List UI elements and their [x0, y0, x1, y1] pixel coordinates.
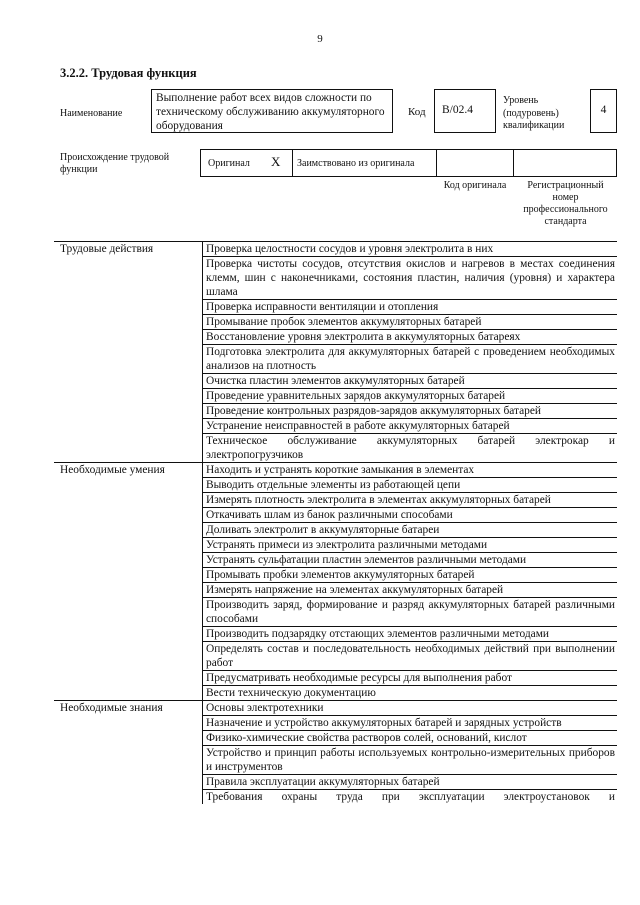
uroven-value-box	[590, 89, 617, 133]
list-item: Основы электротехники	[203, 701, 618, 716]
origin-divider	[292, 149, 293, 177]
kod-label: Код	[408, 106, 426, 118]
list-item: Проведение контрольных разрядов-зарядов аккумуляторных батарей	[203, 404, 618, 419]
list-item: Проверка чистоты сосудов, отсутствия окислов и нагревов в местах соединения клемм, шин с наконечниками, состояния пластин, наличия (уровня) и характера шлама	[203, 257, 618, 300]
list-item: Выводить отдельные элементы из работающей цепи	[203, 478, 618, 493]
list-item: Измерять плотность электролита в элементах аккумуляторных батарей	[203, 493, 618, 508]
list-item: Устранение неисправностей в работе аккумуляторных батарей	[203, 419, 618, 434]
list-item: Промывать пробки элементов аккумуляторных батарей	[203, 568, 618, 583]
list-item-text: Требования охраны труда при эксплуатации электроустановок и	[206, 791, 615, 803]
list-item: Проведение уравнительных зарядов аккумуляторных батарей	[203, 389, 618, 404]
list-item: Промывание пробок элементов аккумуляторных батарей	[203, 315, 618, 330]
origin-divider	[436, 149, 437, 177]
list-item: Определять состав и последовательность необходимых действий при выполнении работ	[203, 642, 618, 671]
naimenovanie-label: Наименование	[60, 108, 123, 119]
list-item: Вести техническую документацию	[203, 686, 618, 701]
list-item: Предусматривать необходимые ресурсы для выполнения работ	[203, 671, 618, 686]
list-item: Подготовка электролита для аккумуляторных батарей с проведением необходимых анализов на плотность	[203, 345, 618, 374]
origin-label: Происхождение трудовой функции	[60, 152, 170, 175]
list-item: Правила эксплуатации аккумуляторных батарей	[203, 775, 618, 790]
list-item: Находить и устранять короткие замыкания в элементах	[203, 463, 618, 478]
section-title: Необходимые умения	[54, 463, 203, 701]
list-item: Откачивать шлам из банок различными способами	[203, 508, 618, 523]
list-item: Измерять напряжение на элементах аккумуляторных батарей	[203, 583, 618, 598]
table-row	[54, 701, 617, 716]
section-title: Трудовые действия	[54, 242, 203, 463]
original-mark: X	[271, 154, 281, 169]
list-item	[203, 790, 618, 805]
page-number: 9	[317, 33, 323, 45]
section-heading: 3.2.2. Трудовая функция	[60, 66, 197, 80]
list-item: Физико-химические свойства растворов солей, оснований, кислот	[203, 731, 618, 746]
list-item: Проверка целостности сосудов и уровня электролита в них	[203, 242, 618, 257]
list-item: Производить подзарядку отстающих элементов различными методами	[203, 627, 618, 642]
list-item: Доливать электролит в аккумуляторные батареи	[203, 523, 618, 538]
function-name-box	[151, 89, 393, 133]
section-title: Необходимые знания	[60, 702, 163, 714]
origin-divider	[513, 149, 514, 177]
uroven-value: 4	[600, 104, 607, 116]
list-item: Восстановление уровня электролита в аккумуляторных батареях	[203, 330, 618, 345]
list-item: Производить заряд, формирование и разряд аккумуляторных батарей различными способами	[203, 598, 618, 627]
kod-originala-label: Код оригинала	[443, 180, 507, 191]
kod-value: B/02.4	[442, 104, 473, 116]
uroven-label: Уровень (подуровень) квалификации	[503, 95, 565, 131]
labor-function-table	[54, 241, 617, 804]
list-item: Очистка пластин элементов аккумуляторных батарей	[203, 374, 618, 389]
kod-value-box	[434, 89, 496, 133]
table-row	[54, 463, 617, 478]
list-item: Проверка исправности вентиляции и отопления	[203, 300, 618, 315]
table-row	[54, 242, 617, 257]
list-item: Устройство и принцип работы используемых контрольно-измерительных приборов и инструментов	[203, 746, 618, 775]
list-item: Устранять сульфатации пластин элементов различными методами	[203, 553, 618, 568]
list-item: Устранять примеси из электролита различными методами	[203, 538, 618, 553]
list-item: Назначение и устройство аккумуляторных батарей и зарядных устройств	[203, 716, 618, 731]
list-item: Техническое обслуживание аккумуляторных батарей электрокар и электропогрузчиков	[203, 434, 618, 463]
function-name: Выполнение работ всех видов сложности по техническому обслуживанию аккумуляторного оборудования	[156, 92, 385, 132]
original-label: Оригинал	[208, 158, 250, 169]
borrowed-label: Заимствовано из оригинала	[297, 158, 415, 169]
reg-nomer-label: Регистрационный номер профессионального стандарта	[523, 180, 608, 227]
